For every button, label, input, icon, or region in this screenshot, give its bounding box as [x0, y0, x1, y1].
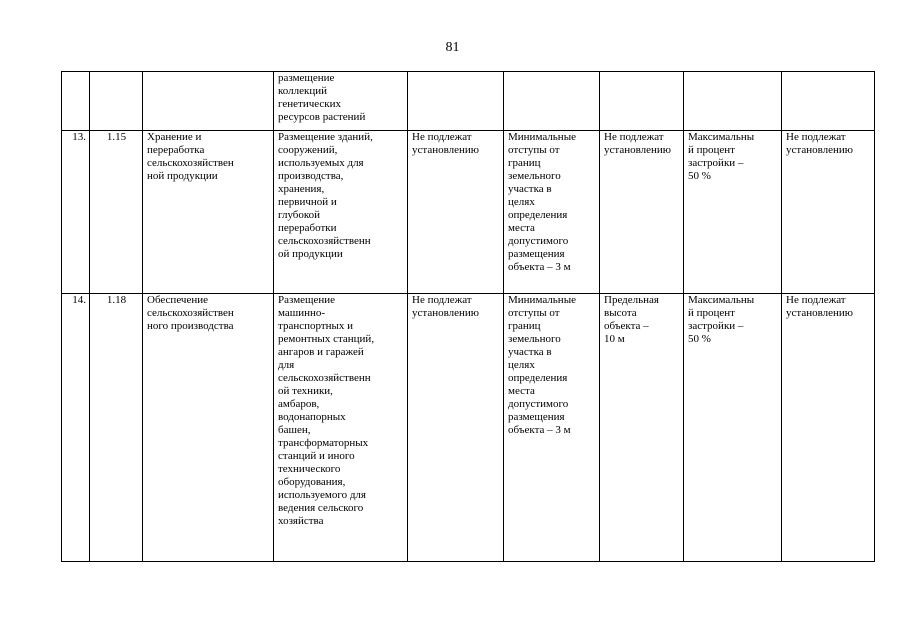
row-number-cell: 13. [62, 131, 90, 294]
setback-cell: Минимальные отступы от границ земельного участка в целях определения места допустимого размещения объекта – 3 м [504, 294, 600, 562]
use-code-cell: 1.18 [90, 294, 143, 562]
building-coverage-cell: Максимальны й процент застройки – 50 % [684, 131, 782, 294]
zoning-table [61, 71, 875, 562]
use-code-cell [90, 72, 143, 131]
use-name-cell: Хранение и переработка сельскохозяйствен ной продукции [143, 131, 274, 294]
row-number-cell [62, 72, 90, 131]
table-row [62, 294, 875, 562]
row-number-cell: 14. [62, 294, 90, 562]
table-cell [684, 72, 782, 131]
table-cell: Не подлежат установлению [782, 294, 875, 562]
table-cell [408, 72, 504, 131]
table-cell [600, 72, 684, 131]
setback-cell: Минимальные отступы от границ земельного участка в целях определения места допустимого размещения объекта – 3 м [504, 131, 600, 294]
use-code-cell: 1.15 [90, 131, 143, 294]
table-row [62, 131, 875, 294]
table-row [62, 72, 875, 131]
table-cell: Не подлежат установлению [408, 294, 504, 562]
table-cell: Не подлежат установлению [408, 131, 504, 294]
table-cell: Не подлежат установлению [600, 131, 684, 294]
use-description-cell: Размещение машинно- транспортных и ремонтных станций, ангаров и гаражей для сельскохозяйственн ой техники, амбаров, водонапорных башен, трансформаторных станций и иного технического оборудования, используемого для ведения сельского хозяйства [274, 294, 408, 562]
table-cell: Не подлежат установлению [782, 131, 875, 294]
page-number: 81 [445, 40, 460, 55]
max-height-cell: Предельная высота объекта – 10 м [600, 294, 684, 562]
use-name-cell [143, 72, 274, 131]
use-description-cell: Размещение зданий, сооружений, используемых для производства, хранения, первичной и глубокой переработки сельскохозяйственн ой продукции [274, 131, 408, 294]
use-description-cell: размещение коллекций генетических ресурсов растений [274, 72, 408, 131]
table-cell [504, 72, 600, 131]
use-name-cell: Обеспечение сельскохозяйствен ного производства [143, 294, 274, 562]
table-cell [782, 72, 875, 131]
building-coverage-cell: Максимальны й процент застройки – 50 % [684, 294, 782, 562]
